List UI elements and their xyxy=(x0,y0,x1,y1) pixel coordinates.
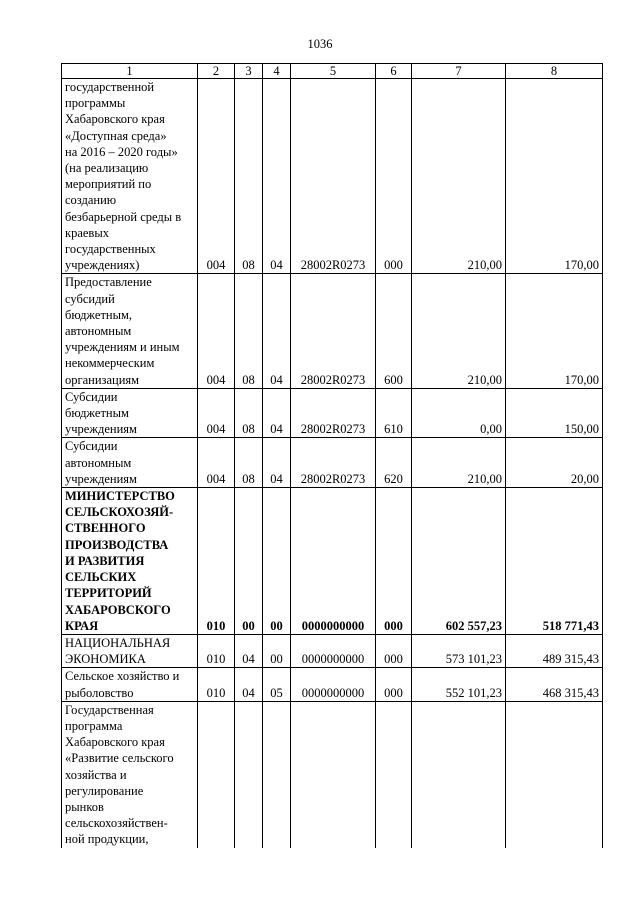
table-row xyxy=(62,634,603,667)
amount-year1-cell: 602 557,23 xyxy=(412,488,506,635)
amount-year1-cell: 210,00 xyxy=(412,438,506,488)
row-name-cell xyxy=(62,438,198,488)
target-article-cell xyxy=(291,701,376,847)
row-name-text: МИНИСТЕРСТВО СЕЛЬСКОХОЗЯЙ- СТВЕННОГО ПРОИЗВОДСТВА И РАЗВИТИЯ СЕЛЬСКИХ ТЕРРИТОРИЙ ХАБАРОВСКОГО КРАЯ xyxy=(65,489,175,633)
subsection-code-cell: 05 xyxy=(263,668,291,701)
amount-year2-cell: 518 771,43 xyxy=(506,488,603,635)
amount-year2-cell: 468 315,43 xyxy=(506,668,603,701)
amount-year2-cell xyxy=(506,701,603,847)
column-header: 7 xyxy=(412,64,506,79)
grbs-code-cell: 004 xyxy=(198,388,235,438)
amount-year2-cell: 150,00 xyxy=(506,388,603,438)
expense-type-cell: 000 xyxy=(376,668,412,701)
expense-type-cell: 610 xyxy=(376,388,412,438)
target-article-cell: 28002R0273 xyxy=(291,388,376,438)
subsection-code-cell xyxy=(263,701,291,847)
row-name-cell xyxy=(62,634,198,667)
amount-year2-cell: 170,00 xyxy=(506,274,603,388)
grbs-code-cell: 004 xyxy=(198,274,235,388)
table-row xyxy=(62,488,603,635)
section-code-cell: 08 xyxy=(235,388,263,438)
row-name-text: государственной программы Хабаровского края «Доступная среда» на 2016 – 2020 годы» (на реализацию мероприятий по созданию безбарьерной среды в краевых государственных учреждениях) xyxy=(65,80,182,273)
expense-type-cell: 000 xyxy=(376,488,412,635)
grbs-code-cell: 004 xyxy=(198,438,235,488)
section-code-cell: 08 xyxy=(235,274,263,388)
amount-year2-cell: 20,00 xyxy=(506,438,603,488)
section-code-cell: 08 xyxy=(235,438,263,488)
column-header: 4 xyxy=(263,64,291,79)
table-header-row xyxy=(62,64,603,79)
table-row xyxy=(62,79,603,274)
amount-year1-cell: 0,00 xyxy=(412,388,506,438)
row-name-text: Сельское хозяйство и рыболовство xyxy=(65,669,180,700)
row-name-cell xyxy=(62,488,198,635)
table-row xyxy=(62,701,603,847)
column-header: 8 xyxy=(506,64,603,79)
table-row xyxy=(62,274,603,388)
row-name-cell xyxy=(62,388,198,438)
row-name-text: Предоставление субсидий бюджетным, автономным учреждениям и иным некоммерческим организациям xyxy=(65,275,180,387)
section-code-cell xyxy=(235,701,263,847)
subsection-code-cell: 04 xyxy=(263,388,291,438)
column-header: 2 xyxy=(198,64,235,79)
row-name-cell xyxy=(62,79,198,274)
amount-year1-cell: 573 101,23 xyxy=(412,634,506,667)
table-row xyxy=(62,388,603,438)
budget-table xyxy=(61,63,603,848)
column-header: 6 xyxy=(376,64,412,79)
amount-year2-cell: 170,00 xyxy=(506,79,603,274)
row-name-text: Государственная программа Хабаровского края «Развитие сельского хозяйства и регулирование рынков сельскохозяйствен- ной продукции, xyxy=(65,702,174,847)
subsection-code-cell: 04 xyxy=(263,274,291,388)
subsection-code-cell: 04 xyxy=(263,438,291,488)
section-code-cell: 00 xyxy=(235,488,263,635)
page-number: 1036 xyxy=(307,37,333,51)
subsection-code-cell: 00 xyxy=(263,488,291,635)
target-article-cell: 28002R0273 xyxy=(291,438,376,488)
amount-year1-cell: 552 101,23 xyxy=(412,668,506,701)
grbs-code-cell: 004 xyxy=(198,79,235,274)
grbs-code-cell: 010 xyxy=(198,634,235,667)
target-article-cell: 28002R0273 xyxy=(291,79,376,274)
budget-table-body xyxy=(62,79,603,848)
target-article-cell: 0000000000 xyxy=(291,488,376,635)
amount-year2-cell: 489 315,43 xyxy=(506,634,603,667)
target-article-cell: 0000000000 xyxy=(291,668,376,701)
row-name-text: Субсидии автономным учреждениям xyxy=(65,439,137,486)
amount-year1-cell xyxy=(412,701,506,847)
row-name-cell xyxy=(62,668,198,701)
grbs-code-cell: 010 xyxy=(198,668,235,701)
row-name-cell xyxy=(62,701,198,847)
column-header: 3 xyxy=(235,64,263,79)
grbs-code-cell: 010 xyxy=(198,488,235,635)
expense-type-cell xyxy=(376,701,412,847)
expense-type-cell: 000 xyxy=(376,79,412,274)
target-article-cell: 28002R0273 xyxy=(291,274,376,388)
section-code-cell: 08 xyxy=(235,79,263,274)
amount-year1-cell: 210,00 xyxy=(412,274,506,388)
column-header: 1 xyxy=(62,64,198,79)
expense-type-cell: 600 xyxy=(376,274,412,388)
table-row xyxy=(62,668,603,701)
section-code-cell: 04 xyxy=(235,668,263,701)
section-code-cell: 04 xyxy=(235,634,263,667)
row-name-text: Субсидии бюджетным учреждениям xyxy=(65,389,137,437)
target-article-cell: 0000000000 xyxy=(291,634,376,667)
column-header: 5 xyxy=(291,64,376,79)
row-name-cell xyxy=(62,274,198,388)
expense-type-cell: 000 xyxy=(376,634,412,667)
subsection-code-cell: 04 xyxy=(263,79,291,274)
table-row xyxy=(62,438,603,488)
expense-type-cell: 620 xyxy=(376,438,412,488)
grbs-code-cell xyxy=(198,701,235,847)
amount-year1-cell: 210,00 xyxy=(412,79,506,274)
subsection-code-cell: 00 xyxy=(263,634,291,667)
row-name-text: НАЦИОНАЛЬНАЯ ЭКОНОМИКА xyxy=(65,635,171,667)
